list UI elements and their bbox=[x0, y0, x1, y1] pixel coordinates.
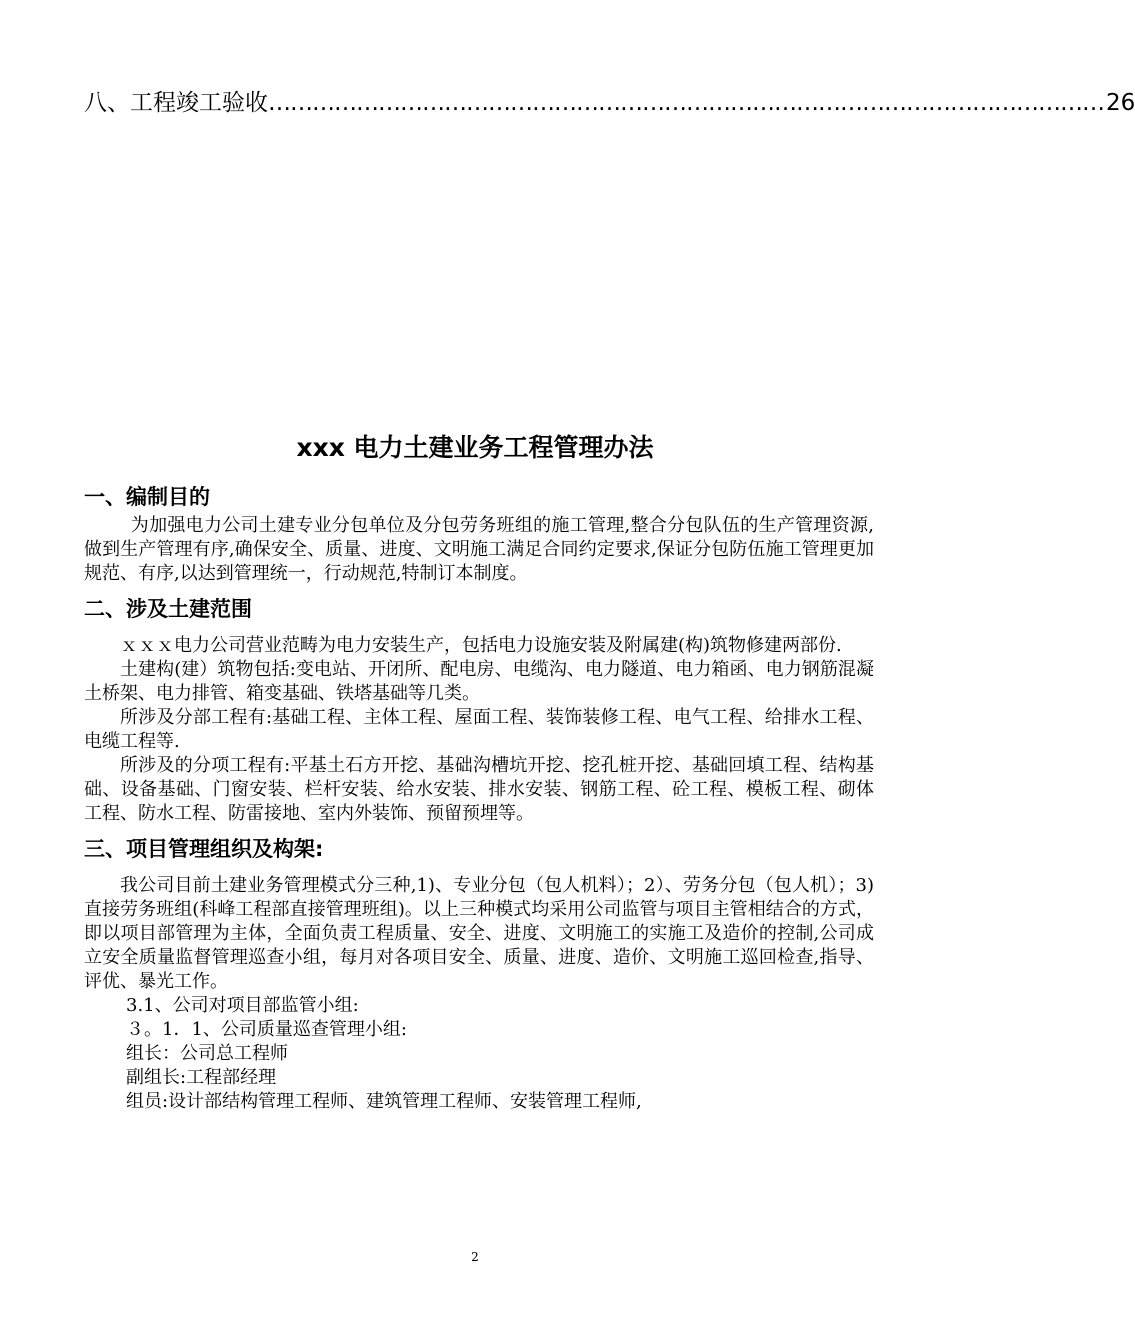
paragraph: 所涉及分部工程有:基础工程、主体工程、屋面工程、装饰装修工程、电气工程、给排水工程、电缆工程等. bbox=[84, 707, 874, 752]
toc-entry bbox=[84, 84, 1135, 117]
document-body bbox=[84, 480, 874, 1114]
list-item: 组长：公司总工程师 bbox=[126, 1043, 288, 1064]
paragraph: 所涉及的分项工程有:平基土石方开挖、基础沟槽坑开挖、挖孔桩开挖、基础回填工程、结构基础、设备基础、门窗安装、栏杆安装、给水安装、排水安装、钢筋工程、砼工程、模板工程、砌体工程、防水工程、防雷接地、室内外装饰、预留预埋等。 bbox=[84, 755, 874, 824]
section-heading-scope: 二、涉及土建范围 bbox=[84, 597, 252, 621]
list-item: 3.1、公司对项目部监管小组: bbox=[126, 995, 359, 1016]
toc-leader: …………………………………………………………………………………………………… bbox=[268, 90, 1104, 116]
toc-entry-label: 八、工程竣工验收 bbox=[84, 90, 268, 116]
paragraph: ｘｘｘ电力公司营业范畴为电力安装生产，包括电力设施安装及附属建(构)筑物修建两部份. bbox=[120, 635, 842, 656]
paragraph: 土建构(建）筑物包括:变电站、开闭所、配电房、电缆沟、电力隧道、电力箱函、电力钢筋混凝土桥架、电力排管、箱变基础、铁塔基础等几类。 bbox=[84, 659, 874, 704]
paragraph: 我公司目前土建业务管理模式分三种,1)、专业分包（包人机料）；2）、劳务分包（包人机）；3)直接劳务班组(科峰工程部直接管理班组)。以上三种模式均采用公司监管与项目主管相结合的方式，即以项目部管理为主体，全面负责工程质量、安全、进度、文明施工的实施工及造价的控制,公司成立安全质量监督管理巡查小组，每月对各项目安全、质量、进度、造价、文明施工巡回检查,指导、评优、暴光工作。 bbox=[84, 875, 874, 992]
toc-page-number: 26 bbox=[1106, 90, 1135, 116]
section-heading-organization: 三、项目管理组织及构架: bbox=[84, 837, 324, 861]
list-item: ３。1．1、公司质量巡查管理小组: bbox=[126, 1019, 407, 1040]
document-title: xxx 电力土建业务工程管理办法 bbox=[296, 433, 654, 462]
page-number: 2 bbox=[471, 1250, 479, 1264]
list-item: 副组长:工程部经理 bbox=[126, 1067, 277, 1088]
list-item: 组员:设计部结构管理工程师、建筑管理工程师、安装管理工程师, bbox=[126, 1091, 642, 1112]
section-heading-purpose: 一、编制目的 bbox=[84, 485, 210, 509]
paragraph: 为加强电力公司土建专业分包单位及分包劳务班组的施工管理,整合分包队伍的生产管理资源,做到生产管理有序,确保安全、质量、进度、文明施工满足合同约定要求,保证分包防伍施工管理更加规范、有序,以达到管理统一，行动规范,特制订本制度。 bbox=[84, 515, 874, 584]
